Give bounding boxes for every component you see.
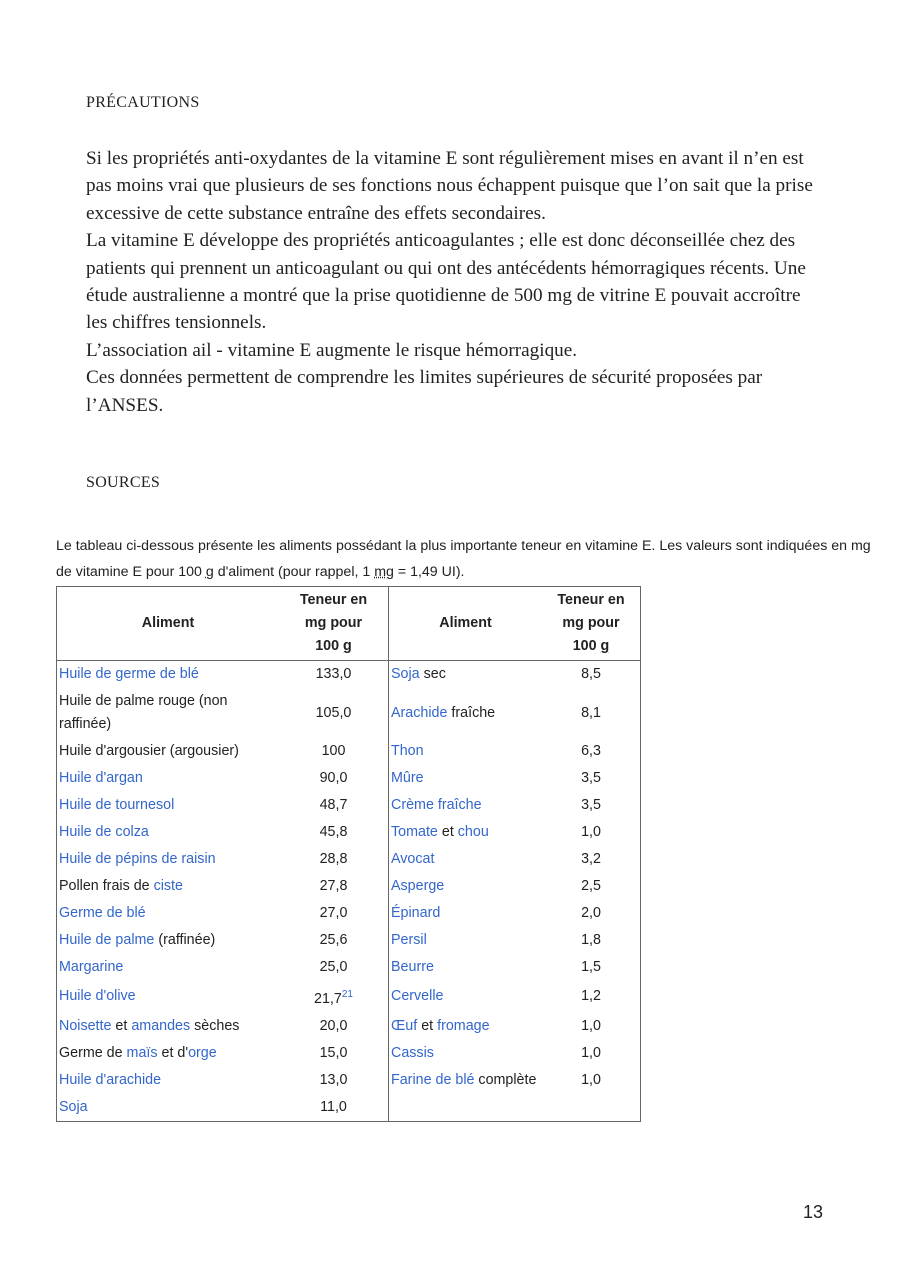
food-text: (raffinée) (154, 932, 216, 948)
value-cell (279, 981, 389, 1013)
food-name-cell (57, 688, 280, 738)
header-aliment: Aliment (57, 587, 280, 661)
food-text: sec (419, 666, 446, 682)
table-row (57, 765, 641, 792)
value: 45,8 (319, 824, 348, 840)
value-cell (542, 738, 641, 765)
food-name-cell (389, 738, 543, 765)
value-cell (542, 765, 641, 792)
value: 1,0 (581, 1071, 601, 1088)
food-link[interactable]: Germe de blé (59, 905, 146, 921)
food-name-cell (57, 1094, 280, 1122)
value-cell (279, 1067, 389, 1094)
value-cell (542, 1040, 641, 1067)
header-aliment: Aliment (389, 587, 543, 661)
value-cell (542, 900, 641, 927)
header-teneur (542, 587, 641, 661)
food-name-cell (389, 661, 543, 689)
food-name-cell (389, 927, 543, 954)
value-cell (542, 927, 641, 954)
food-name-cell (389, 954, 543, 981)
food-text: complète (474, 1071, 537, 1088)
food-link[interactable]: Huile de germe de blé (59, 666, 199, 682)
header-line: 100 (572, 638, 601, 654)
food-text: sèches (190, 1017, 240, 1034)
footnote-ref[interactable]: 21 (341, 989, 353, 1000)
value: 3,5 (581, 797, 601, 813)
food-name-cell (57, 1040, 280, 1067)
value: 8,5 (581, 666, 601, 682)
food-text: Pollen frais de (59, 878, 154, 894)
food-name-cell (57, 1067, 280, 1094)
value-cell (279, 1013, 389, 1040)
food-link[interactable]: Cassis (391, 1044, 434, 1061)
value: 2,5 (581, 878, 601, 894)
value: 1,0 (581, 1017, 601, 1034)
food-link[interactable]: Soja (59, 1098, 88, 1115)
page-number: 13 (803, 1202, 824, 1222)
food-link[interactable]: Huile de pépins de raisin (59, 851, 216, 867)
value-cell (279, 688, 389, 738)
food-link[interactable]: chou (457, 824, 489, 840)
food-link[interactable]: Farine de blé (391, 1071, 475, 1088)
value: 1,0 (581, 824, 601, 840)
value-cell (542, 1013, 641, 1040)
food-name-cell (57, 1013, 280, 1040)
precautions-text (86, 145, 826, 419)
intro-text: Le tableau ci-dessous présente les aliments possédant la plus importante teneur en vitamine E. Les valeurs sont indiquées en mg de vitamine E pour 100 (56, 538, 871, 580)
food-link[interactable]: Asperge (391, 878, 445, 894)
value-cell (542, 981, 641, 1013)
intro-text: d'aliment (pour rappel, 1 (213, 564, 375, 580)
food-link[interactable]: Arachide (391, 704, 448, 721)
value: 15,0 (319, 1044, 348, 1061)
food-link[interactable]: Huile de tournesol (59, 797, 175, 813)
value-cell (279, 1040, 389, 1067)
value: 27,8 (319, 878, 348, 894)
value-cell (542, 954, 641, 981)
value: 3,5 (581, 770, 601, 786)
value: 25,6 (319, 932, 348, 948)
value: 21,7 (314, 990, 342, 1007)
food-link[interactable]: amandes (131, 1017, 191, 1034)
food-link[interactable]: Mûre (391, 770, 424, 786)
food-name-cell (389, 688, 543, 738)
food-link[interactable]: Avocat (391, 851, 435, 867)
food-name-cell (57, 765, 280, 792)
value: 1,8 (581, 932, 601, 948)
header-teneur (279, 587, 389, 661)
value: 25,0 (319, 959, 348, 975)
value: 100 (321, 743, 346, 759)
header-line: Teneur en (557, 592, 625, 608)
value: 105,0 (315, 704, 352, 721)
food-link[interactable]: Beurre (391, 959, 434, 975)
value-cell (279, 738, 389, 765)
food-text: et (417, 1017, 438, 1034)
value: 8,1 (581, 704, 601, 721)
value-cell (279, 873, 389, 900)
food-text: et (111, 1017, 132, 1034)
table-row (57, 792, 641, 819)
value: 28,8 (319, 851, 348, 867)
value: 6,3 (581, 743, 601, 759)
value-cell (279, 1094, 389, 1122)
heading-sources: SOURCES (86, 474, 161, 491)
paragraph: La vitamine E développe des propriétés anticoagulantes ; elle est donc déconseillée chez des patients qui prennent un anticoagulant ou qui ont des antécédents hémorragiques récents. Une étude australienne a montré que la prise quotidienne de 500 mg de vitrine E pouvait accroître les chiffres tensionnels. (86, 230, 806, 334)
food-link[interactable]: Huile de colza (59, 824, 149, 840)
value: 27,0 (319, 905, 348, 921)
food-link[interactable]: ciste (153, 878, 183, 894)
food-text: Germe de (59, 1044, 127, 1061)
food-link[interactable]: Noisette (59, 1017, 112, 1034)
food-text: fraîche (447, 704, 496, 721)
table-row (57, 738, 641, 765)
food-name-cell (57, 738, 280, 765)
table-row (57, 1094, 641, 1122)
food-link[interactable]: Persil (391, 932, 427, 948)
table-row (57, 900, 641, 927)
paragraph: L’association ail - vitamine E augmente le risque hémorragique. (86, 339, 578, 361)
value: 2,0 (581, 905, 601, 921)
header-line: 100 (315, 638, 344, 654)
table-row (57, 1067, 641, 1094)
food-link[interactable]: Margarine (59, 959, 124, 975)
food-name-cell (389, 1040, 543, 1067)
value-cell (542, 1067, 641, 1094)
abbr-g: g (343, 638, 352, 654)
food-link[interactable]: Huile de palme (59, 932, 155, 948)
header-line: mg pour (562, 615, 620, 631)
food-name-cell (389, 873, 543, 900)
food-link[interactable]: Huile d'argan (59, 770, 143, 786)
value: 3,2 (581, 851, 601, 867)
abbr-mg: mg (374, 564, 394, 580)
table-row (57, 981, 641, 1013)
value-cell (542, 819, 641, 846)
food-link[interactable]: Cervelle (391, 988, 444, 1005)
food-name-cell (389, 1067, 543, 1094)
value: 133,0 (315, 666, 352, 682)
value: 1,0 (581, 1044, 601, 1061)
value-cell (279, 661, 389, 689)
food-name-cell (389, 1013, 543, 1040)
value: 13,0 (319, 1071, 348, 1088)
food-name-cell (389, 819, 543, 846)
food-text: Huile d'argousier (argousier) (59, 743, 239, 759)
food-name-cell (57, 927, 280, 954)
value: 1,5 (581, 959, 601, 975)
table-header-row (57, 587, 641, 661)
food-link[interactable]: orge (188, 1044, 217, 1061)
table-row (57, 1013, 641, 1040)
food-name-cell (57, 661, 280, 689)
food-name-cell (389, 792, 543, 819)
vitamin-e-table (56, 586, 641, 1122)
table-row (57, 819, 641, 846)
value-cell (542, 1094, 641, 1122)
food-name-cell (389, 981, 543, 1013)
food-name-cell (57, 792, 280, 819)
table-intro (56, 533, 876, 585)
food-link[interactable]: Huile d'olive (59, 988, 136, 1005)
value-cell (279, 900, 389, 927)
food-name-cell (57, 846, 280, 873)
food-link[interactable]: fromage (437, 1017, 490, 1034)
intro-text: = 1,49 UI). (393, 564, 465, 580)
header-line: Teneur en (299, 592, 368, 608)
table-row (57, 873, 641, 900)
value-cell (279, 792, 389, 819)
food-link[interactable]: maïs (126, 1044, 158, 1061)
food-name-cell (57, 819, 280, 846)
value: 90,0 (319, 770, 348, 786)
food-link[interactable]: Crème fraîche (391, 797, 482, 813)
table-row (57, 688, 641, 738)
table-row (57, 661, 641, 689)
value: 11,0 (320, 1098, 347, 1115)
table-row (57, 927, 641, 954)
heading-precautions: PRÉCAUTIONS (86, 94, 200, 111)
food-name-cell (57, 954, 280, 981)
table-row (57, 954, 641, 981)
food-text: et (437, 824, 458, 840)
value-cell (542, 688, 641, 738)
food-name-cell (389, 765, 543, 792)
food-text: Huile de palme rouge (non raffinée) (59, 693, 228, 732)
abbr-g: g (205, 564, 214, 580)
food-link[interactable]: Œuf (391, 1017, 418, 1034)
value-cell (542, 661, 641, 689)
table-row (57, 1040, 641, 1067)
value: 1,2 (581, 988, 601, 1005)
paragraph: Si les propriétés anti-oxydantes de la vitamine E sont régulièrement mises en avant il n’en est pas moins vrai que plusieurs de ses fonctions nous échappent puisque que l’on sait que la prise excessive de cette substance entraîne des effets secondaires. (86, 148, 813, 224)
food-link[interactable]: Tomate (391, 824, 438, 840)
food-text: et d' (157, 1044, 189, 1061)
value-cell (279, 765, 389, 792)
food-name-cell (389, 900, 543, 927)
food-link[interactable]: Épinard (391, 905, 441, 921)
food-name-cell (389, 846, 543, 873)
food-name-cell (389, 1094, 543, 1122)
table-row (57, 846, 641, 873)
paragraph: Ces données permettent de comprendre les limites supérieures de sécurité proposées par l’ANSES. (86, 367, 763, 416)
value-cell (279, 927, 389, 954)
value: 20,0 (319, 1017, 348, 1034)
food-name-cell (57, 900, 280, 927)
food-name-cell (57, 873, 280, 900)
value-cell (279, 819, 389, 846)
value: 48,7 (319, 797, 348, 813)
food-link[interactable]: Soja (391, 666, 420, 682)
value-cell (542, 792, 641, 819)
abbr-g: g (600, 638, 610, 654)
value-cell (279, 954, 389, 981)
value-cell (279, 846, 389, 873)
food-link[interactable]: Huile d'arachide (59, 1071, 162, 1088)
food-link[interactable]: Thon (391, 743, 424, 759)
food-name-cell (57, 981, 280, 1013)
header-line: mg pour (304, 615, 363, 631)
value-cell (542, 873, 641, 900)
value-cell (542, 846, 641, 873)
